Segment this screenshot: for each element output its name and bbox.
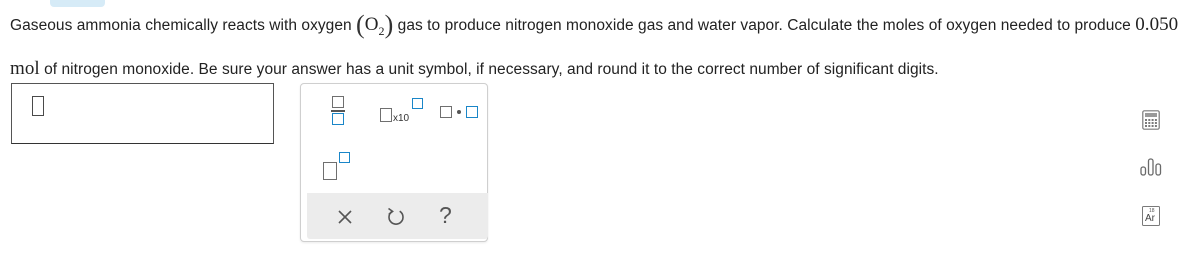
element-symbol: Ar bbox=[1145, 213, 1155, 224]
periodic-table-button[interactable] bbox=[1142, 206, 1160, 226]
superscript-button[interactable] bbox=[323, 152, 353, 182]
open-paren: ( bbox=[356, 10, 365, 39]
calculator-icon bbox=[1142, 110, 1160, 130]
amount-value: 0.050 bbox=[1135, 14, 1179, 35]
palette-footer bbox=[307, 193, 488, 239]
math-palette bbox=[300, 83, 488, 242]
right-factor-box-icon bbox=[466, 106, 478, 118]
answer-cursor-placeholder bbox=[32, 96, 44, 116]
denominator-box-icon bbox=[332, 113, 344, 125]
bar-chart-icon bbox=[1140, 157, 1162, 177]
answer-input[interactable] bbox=[11, 83, 274, 144]
help-icon: ? bbox=[439, 202, 452, 228]
numerator-box-icon bbox=[332, 96, 344, 108]
undo-icon bbox=[384, 204, 408, 228]
fraction-button[interactable] bbox=[331, 96, 347, 126]
left-factor-box-icon bbox=[440, 106, 452, 118]
question-text bbox=[10, 6, 1190, 89]
help-button[interactable] bbox=[434, 202, 460, 230]
close-icon bbox=[334, 206, 356, 228]
oxygen-formula: $O_2$ bbox=[364, 14, 385, 38]
exponent-box-icon bbox=[412, 98, 423, 109]
amount-unit: mol bbox=[10, 57, 40, 79]
calculator-button[interactable] bbox=[1142, 110, 1160, 130]
question-part-3: of nitrogen monoxide. Be sure your answer has a unit symbol, if necessary, and round it to the correct number of significant digits. bbox=[39, 60, 939, 78]
close-paren: ) bbox=[384, 10, 394, 39]
undo-button[interactable] bbox=[384, 204, 408, 228]
dot-icon bbox=[457, 110, 461, 114]
data-chart-button[interactable] bbox=[1140, 157, 1162, 177]
power-box-icon bbox=[339, 152, 350, 163]
element-number: 18 bbox=[1149, 208, 1155, 214]
mantissa-box-icon bbox=[380, 108, 392, 122]
fraction-bar-icon bbox=[331, 110, 345, 112]
clear-button[interactable] bbox=[334, 206, 356, 228]
scientific-notation-button[interactable] bbox=[380, 98, 430, 126]
question-part-2: gas to produce nitrogen monoxide gas and water vapor. Calculate the moles of oxygen needed to produce bbox=[393, 17, 1136, 34]
periodic-table-icon bbox=[1142, 206, 1160, 226]
multiply-dot-button[interactable] bbox=[440, 104, 482, 120]
x10-label: x10 bbox=[393, 113, 410, 124]
question-part-1: Gaseous ammonia chemically reacts with oxygen bbox=[10, 17, 357, 34]
base-box-icon bbox=[323, 162, 337, 180]
